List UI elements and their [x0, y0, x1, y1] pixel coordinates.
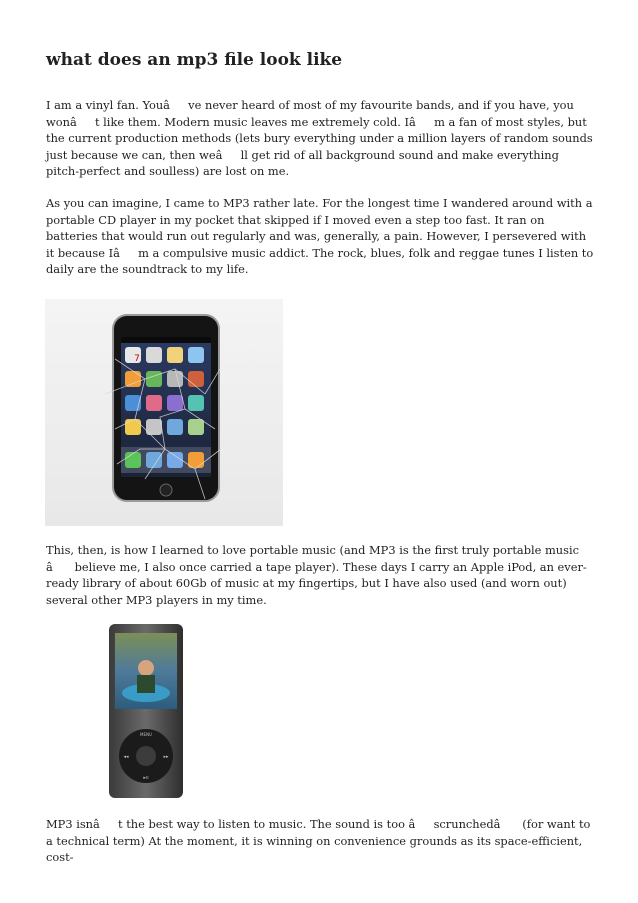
menu-label: MENU: [140, 732, 152, 737]
paragraph-1: I am a vinyl fan. Youâve never heard of most of my favourite bands, and if you have, you wonât like them. Modern music leaves me extremely cold. Iâm a fan of most styles, but the current production methods (lets bury everything under a million layers of random sounds just because we can, then weâll get rid of all background sound and make everything pitch-perfect and soulless) are lost on me.: [46, 98, 593, 179]
app-icon: [125, 419, 141, 435]
dock-app-icon: [167, 452, 183, 468]
app-icon: [188, 347, 204, 363]
app-icon: [188, 395, 204, 411]
calendar-day: 7: [134, 354, 140, 364]
app-icon: [146, 347, 162, 363]
svg-text:◂◂: ◂◂: [123, 754, 129, 760]
paragraph-2: As you can imagine, I came to MP3 rather late. For the longest time I wandered around with a portable CD player in my pocket that skipped if I moved even a step too fast. It ran on batteries that would run out regularly and was, generally, a pain. However, I persevered with it because Iâm a compulsive music addict. The rock, blues, folk and reggae tunes I listen to daily are the soundtrack to my life.: [46, 196, 594, 277]
app-icon: [146, 371, 162, 387]
svg-text:▸▸: ▸▸: [163, 754, 169, 760]
app-icon: [125, 371, 141, 387]
ipod-nano-image: [108, 623, 184, 799]
app-icon: [167, 419, 183, 435]
cracked-ipod-touch-image: [45, 299, 283, 526]
app-icon: [188, 371, 204, 387]
paragraph-3: This, then, is how I learned to love portable music (and MP3 is the first truly portable music â believe me, I also once carried a tape player). These days I carry an Apple iPod, an ever-ready library of about 60Gb of music at my fingertips, but I have also used (and worn out) several other MP3 players in my time.: [46, 543, 587, 607]
app-icon: [188, 419, 204, 435]
svg-text:▸ıı: ▸ıı: [143, 775, 149, 781]
article-title: what does an mp3 file look like: [46, 50, 343, 70]
dock-app-icon: [125, 452, 141, 468]
paragraph-4: MP3 isnât the best way to listen to music. The sound is too âscrunchedâ (for want to a technical term) At the moment, it is winning on convenience grounds as its space-efficient, cost-: [46, 817, 591, 865]
app-icon: [146, 395, 162, 411]
app-icon: [167, 395, 183, 411]
app-icon: [167, 347, 183, 363]
